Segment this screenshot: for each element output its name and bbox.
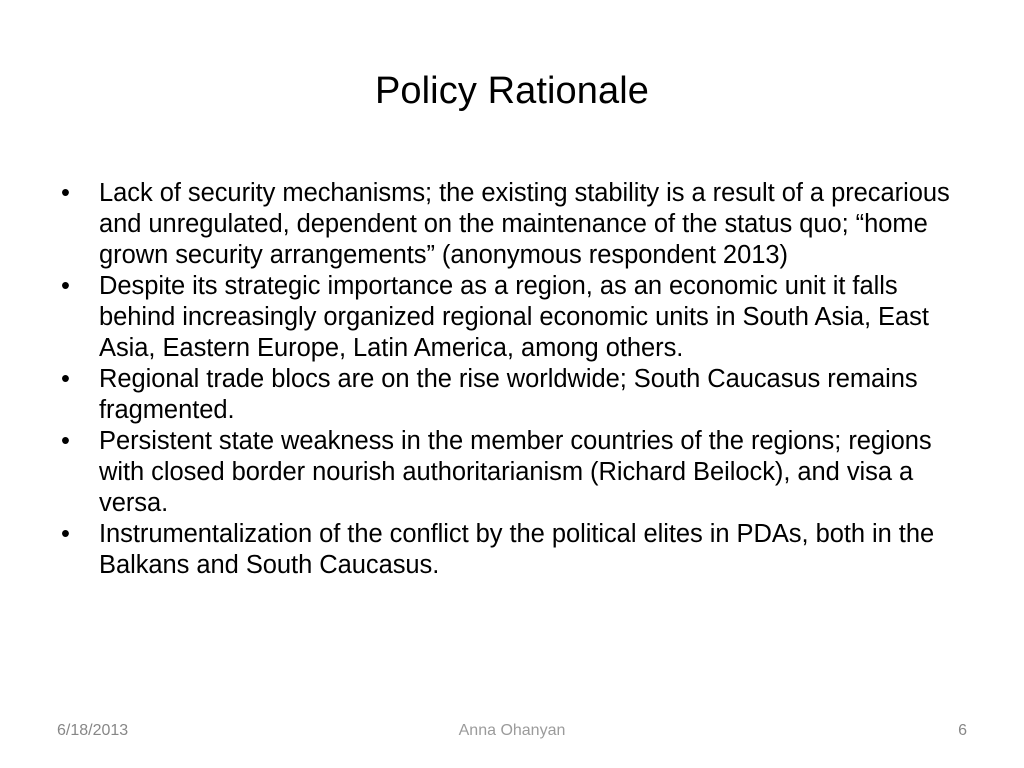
bullet-point-icon: •: [61, 179, 70, 207]
bullet-point-icon: •: [61, 520, 70, 548]
list-item: [55, 178, 970, 271]
list-item: [55, 271, 970, 364]
list-item-text: Lack of security mechanisms; the existing stability is a result of a precarious and unregulated, dependent on the maintenance of the status quo; “home grown security arrangements” (anonymous respondent 2013): [99, 179, 950, 269]
footer-page-number: 6: [958, 722, 967, 739]
bullet-list: [55, 178, 970, 581]
bullet-point-icon: •: [61, 272, 70, 300]
list-item: [55, 426, 970, 519]
list-item-text: Persistent state weakness in the member countries of the regions; regions with closed border nourish authoritarianism (Richard Beilock), and visa a versa.: [99, 427, 932, 517]
slide-footer: [0, 720, 1024, 748]
footer-author: Anna Ohanyan: [458, 722, 566, 739]
list-item-text: Regional trade blocs are on the rise worldwide; South Caucasus remains fragmented.: [99, 365, 918, 424]
list-item-text: Instrumentalization of the conflict by the political elites in PDAs, both in the Balkans and South Caucasus.: [99, 520, 935, 579]
bullet-point-icon: •: [61, 427, 70, 455]
list-item-text: Despite its strategic importance as a region, as an economic unit it falls behind increasingly organized regional economic units in South Asia, East Asia, Eastern Europe, Latin America, among others.: [99, 272, 929, 362]
list-item: [55, 364, 970, 426]
list-item: [55, 519, 970, 581]
footer-date: 6/18/2013: [57, 722, 129, 739]
bullet-point-icon: •: [61, 365, 70, 393]
page-title: Policy Rationale: [374, 70, 650, 112]
slide-body: [55, 178, 970, 581]
